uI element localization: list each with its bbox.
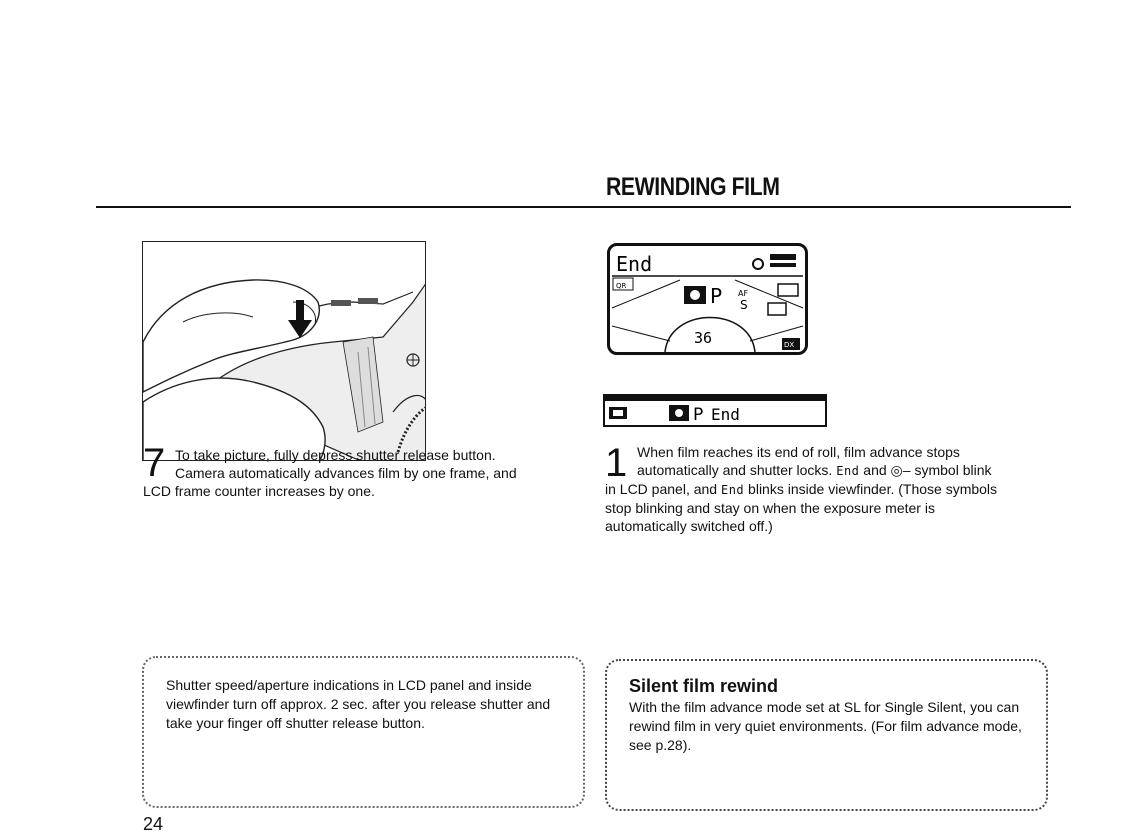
- viewfinder-display: [603, 394, 827, 427]
- step-number-7: 7: [143, 441, 166, 485]
- single-frame-icon: [778, 284, 798, 296]
- lcd-panel: [607, 243, 808, 355]
- step-7-line-1: To take picture, fully depress shutter release button.: [175, 447, 496, 463]
- page-number: 24: [143, 814, 164, 834]
- end-symbol: End: [836, 464, 860, 478]
- step-1-line-3: [605, 480, 1045, 499]
- lcd-mode-p: P: [710, 284, 723, 308]
- lcd-end-display: End: [616, 252, 653, 276]
- step-1-line-5: automatically switched off.): [605, 518, 773, 534]
- step-7-text: [143, 446, 563, 500]
- finger-on-shutter-drawing: [143, 242, 426, 461]
- lcd-af-label: AF: [738, 289, 749, 298]
- step-1-line-2-a: automatically and shutter locks.: [637, 462, 833, 478]
- end-symbol: End: [720, 483, 745, 497]
- viewfinder-end-display: End: [711, 405, 740, 424]
- qr-label: QR: [616, 282, 627, 290]
- step-1-line-2-c: symbol blink: [914, 462, 992, 478]
- silent-rewind-title: Silent film rewind: [629, 676, 779, 696]
- step-1-line-3-a: in LCD panel, and: [605, 481, 718, 497]
- step-7-line-2: Camera automatically advances film by one frame, and: [175, 465, 517, 481]
- shutter-indication-note-text: Shutter speed/aperture indications in LCD panel and inside viewfinder turn off approx. 2 sec. after you release shutter and take your finger off shutter release button.: [166, 677, 551, 731]
- rewind-symbol-icon: ◎–: [890, 462, 911, 478]
- section-title: REWINDING FILM: [606, 173, 780, 201]
- silent-rewind-note: [605, 659, 1048, 811]
- step-1-line-1: When film reaches its end of roll, film advance stops: [637, 444, 960, 460]
- lcd-panel-display: [610, 246, 805, 352]
- shutter-indication-note: [142, 656, 585, 808]
- step-1-line-2: [605, 461, 1045, 480]
- lcd-frame-counter: 36: [694, 329, 713, 347]
- step-1-line-4: stop blinking and stay on when the exposure meter is: [605, 500, 935, 516]
- step-number-1: 1: [605, 441, 628, 485]
- silent-rewind-text: With the film advance mode set at SL for Single Silent, you can rewind film in very quiet environments. (For film advance mode, see p.28).: [629, 699, 1022, 753]
- step-7-line-3: LCD frame counter increases by one.: [143, 483, 375, 499]
- dx-label: DX: [784, 341, 795, 349]
- step-1-text: [605, 443, 1045, 535]
- rewind-symbol-icon: [753, 259, 763, 269]
- step-1-line-2-b: and: [863, 462, 887, 478]
- viewfinder-mode-p: P: [693, 405, 704, 425]
- viewfinder-strip: [605, 396, 825, 425]
- header-rule: [96, 206, 1071, 208]
- step-1-line-3-b: blinks inside viewfinder. (Those symbols: [748, 481, 998, 497]
- shutter-press-illustration: [142, 241, 426, 461]
- film-cartridge-icon: [770, 254, 796, 260]
- silent-mode-icon: [768, 303, 786, 315]
- lcd-s-label: S: [740, 298, 748, 312]
